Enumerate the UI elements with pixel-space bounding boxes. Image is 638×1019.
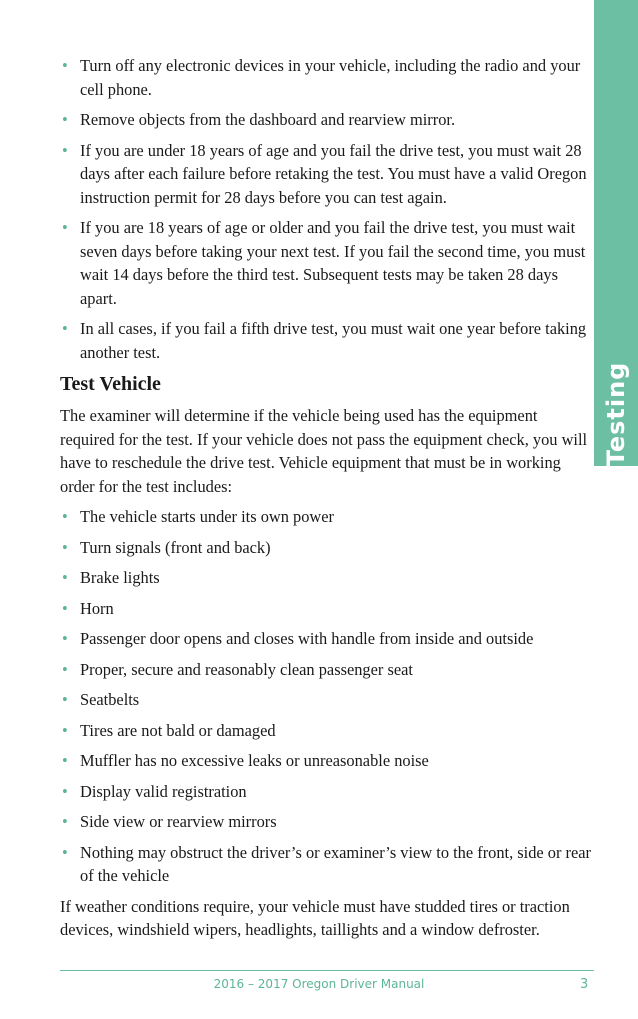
list-item [60,719,594,743]
list-item [60,597,594,621]
list-item [60,108,594,132]
section-tab-label: Testing [602,361,630,467]
list-item-text: Brake lights [80,568,160,587]
list-item [60,317,594,364]
bullet-icon: • [62,629,68,648]
closing-paragraph: If weather conditions require, your vehicle must have studded tires or traction devices, windshield wipers, headlights, taillights and a window defroster. [60,896,570,939]
page-content [60,54,594,949]
bullet-icon: • [62,507,68,526]
bullet-icon: • [62,751,68,770]
list-item-text: Nothing may obstruct the driver’s or examiner’s view to the front, side or rear of the vehicle [80,842,592,885]
bullet-icon: • [62,218,68,237]
list-item [60,810,594,834]
bullet-icon: • [62,568,68,587]
page-number: 3 [580,977,589,992]
section-tab [594,0,638,466]
bullet-icon: • [62,659,68,679]
footer-title: 2016 – 2017 Oregon Driver Manual [213,977,425,991]
list-item-text: Passenger door opens and closes with handle from inside and outside [80,629,534,648]
equipment-list [60,505,594,888]
list-item-text: In all cases, if you fail a fifth drive test, you must wait one year before taking another test. [80,319,587,362]
list-item [60,841,594,888]
list-item-text: Remove objects from the dashboard and rearview mirror. [80,110,456,129]
list-item-text: Horn [80,598,114,618]
list-item [60,780,594,804]
list-item [60,688,594,712]
list-item [60,505,594,529]
bullet-icon: • [62,598,68,618]
list-item [60,216,594,310]
list-item [60,627,594,651]
instructions-list [60,54,594,364]
list-item [60,749,594,773]
list-item-text: Seatbelts [80,690,140,709]
list-item-text: If you are under 18 years of age and you fail the drive test, you must wait 28 days after each failure before retaking the test. You must have a valid Oregon instruction permit for 28 days before you can test again. [80,140,587,207]
footer-divider [60,970,594,971]
list-item-text: Turn signals (front and back) [80,537,271,557]
list-item-text: Proper, secure and reasonably clean passenger seat [80,659,413,679]
list-item-text: The vehicle starts under its own power [80,507,334,526]
bullet-icon: • [62,140,68,160]
list-item [60,536,594,560]
bullet-icon: • [62,56,68,75]
bullet-icon: • [62,781,68,801]
list-item-text: Muffler has no excessive leaks or unreasonable noise [80,751,429,770]
bullet-icon: • [62,720,68,740]
list-item-text: Side view or rearview mirrors [80,812,277,831]
list-item-text: Turn off any electronic devices in your vehicle, including the radio and your cell phone. [80,56,581,99]
section-intro: The examiner will determine if the vehicle being used has the equipment required for the test. If your vehicle does not pass the equipment check, you will have to reschedule the drive test. Vehicle equipment that must be in working order for the test includes: [60,406,588,496]
list-item [60,139,594,210]
bullet-icon: • [62,537,68,557]
list-item [60,566,594,590]
list-item-text: If you are 18 years of age or older and you fail the drive test, you must wait seven days before taking your next test. If you fail the second time, you must wait 14 days before the third test. Subsequent tests may be taken 28 days apart. [80,218,586,308]
bullet-icon: • [62,812,68,831]
section-heading: Test Vehicle [60,373,161,395]
bullet-icon: • [62,110,68,129]
list-item-text: Tires are not bald or damaged [80,720,276,740]
list-item-text: Display valid registration [80,781,247,801]
list-item [60,658,594,682]
bullet-icon: • [62,690,68,709]
list-item [60,54,594,101]
bullet-icon: • [62,842,68,862]
bullet-icon: • [62,319,68,338]
